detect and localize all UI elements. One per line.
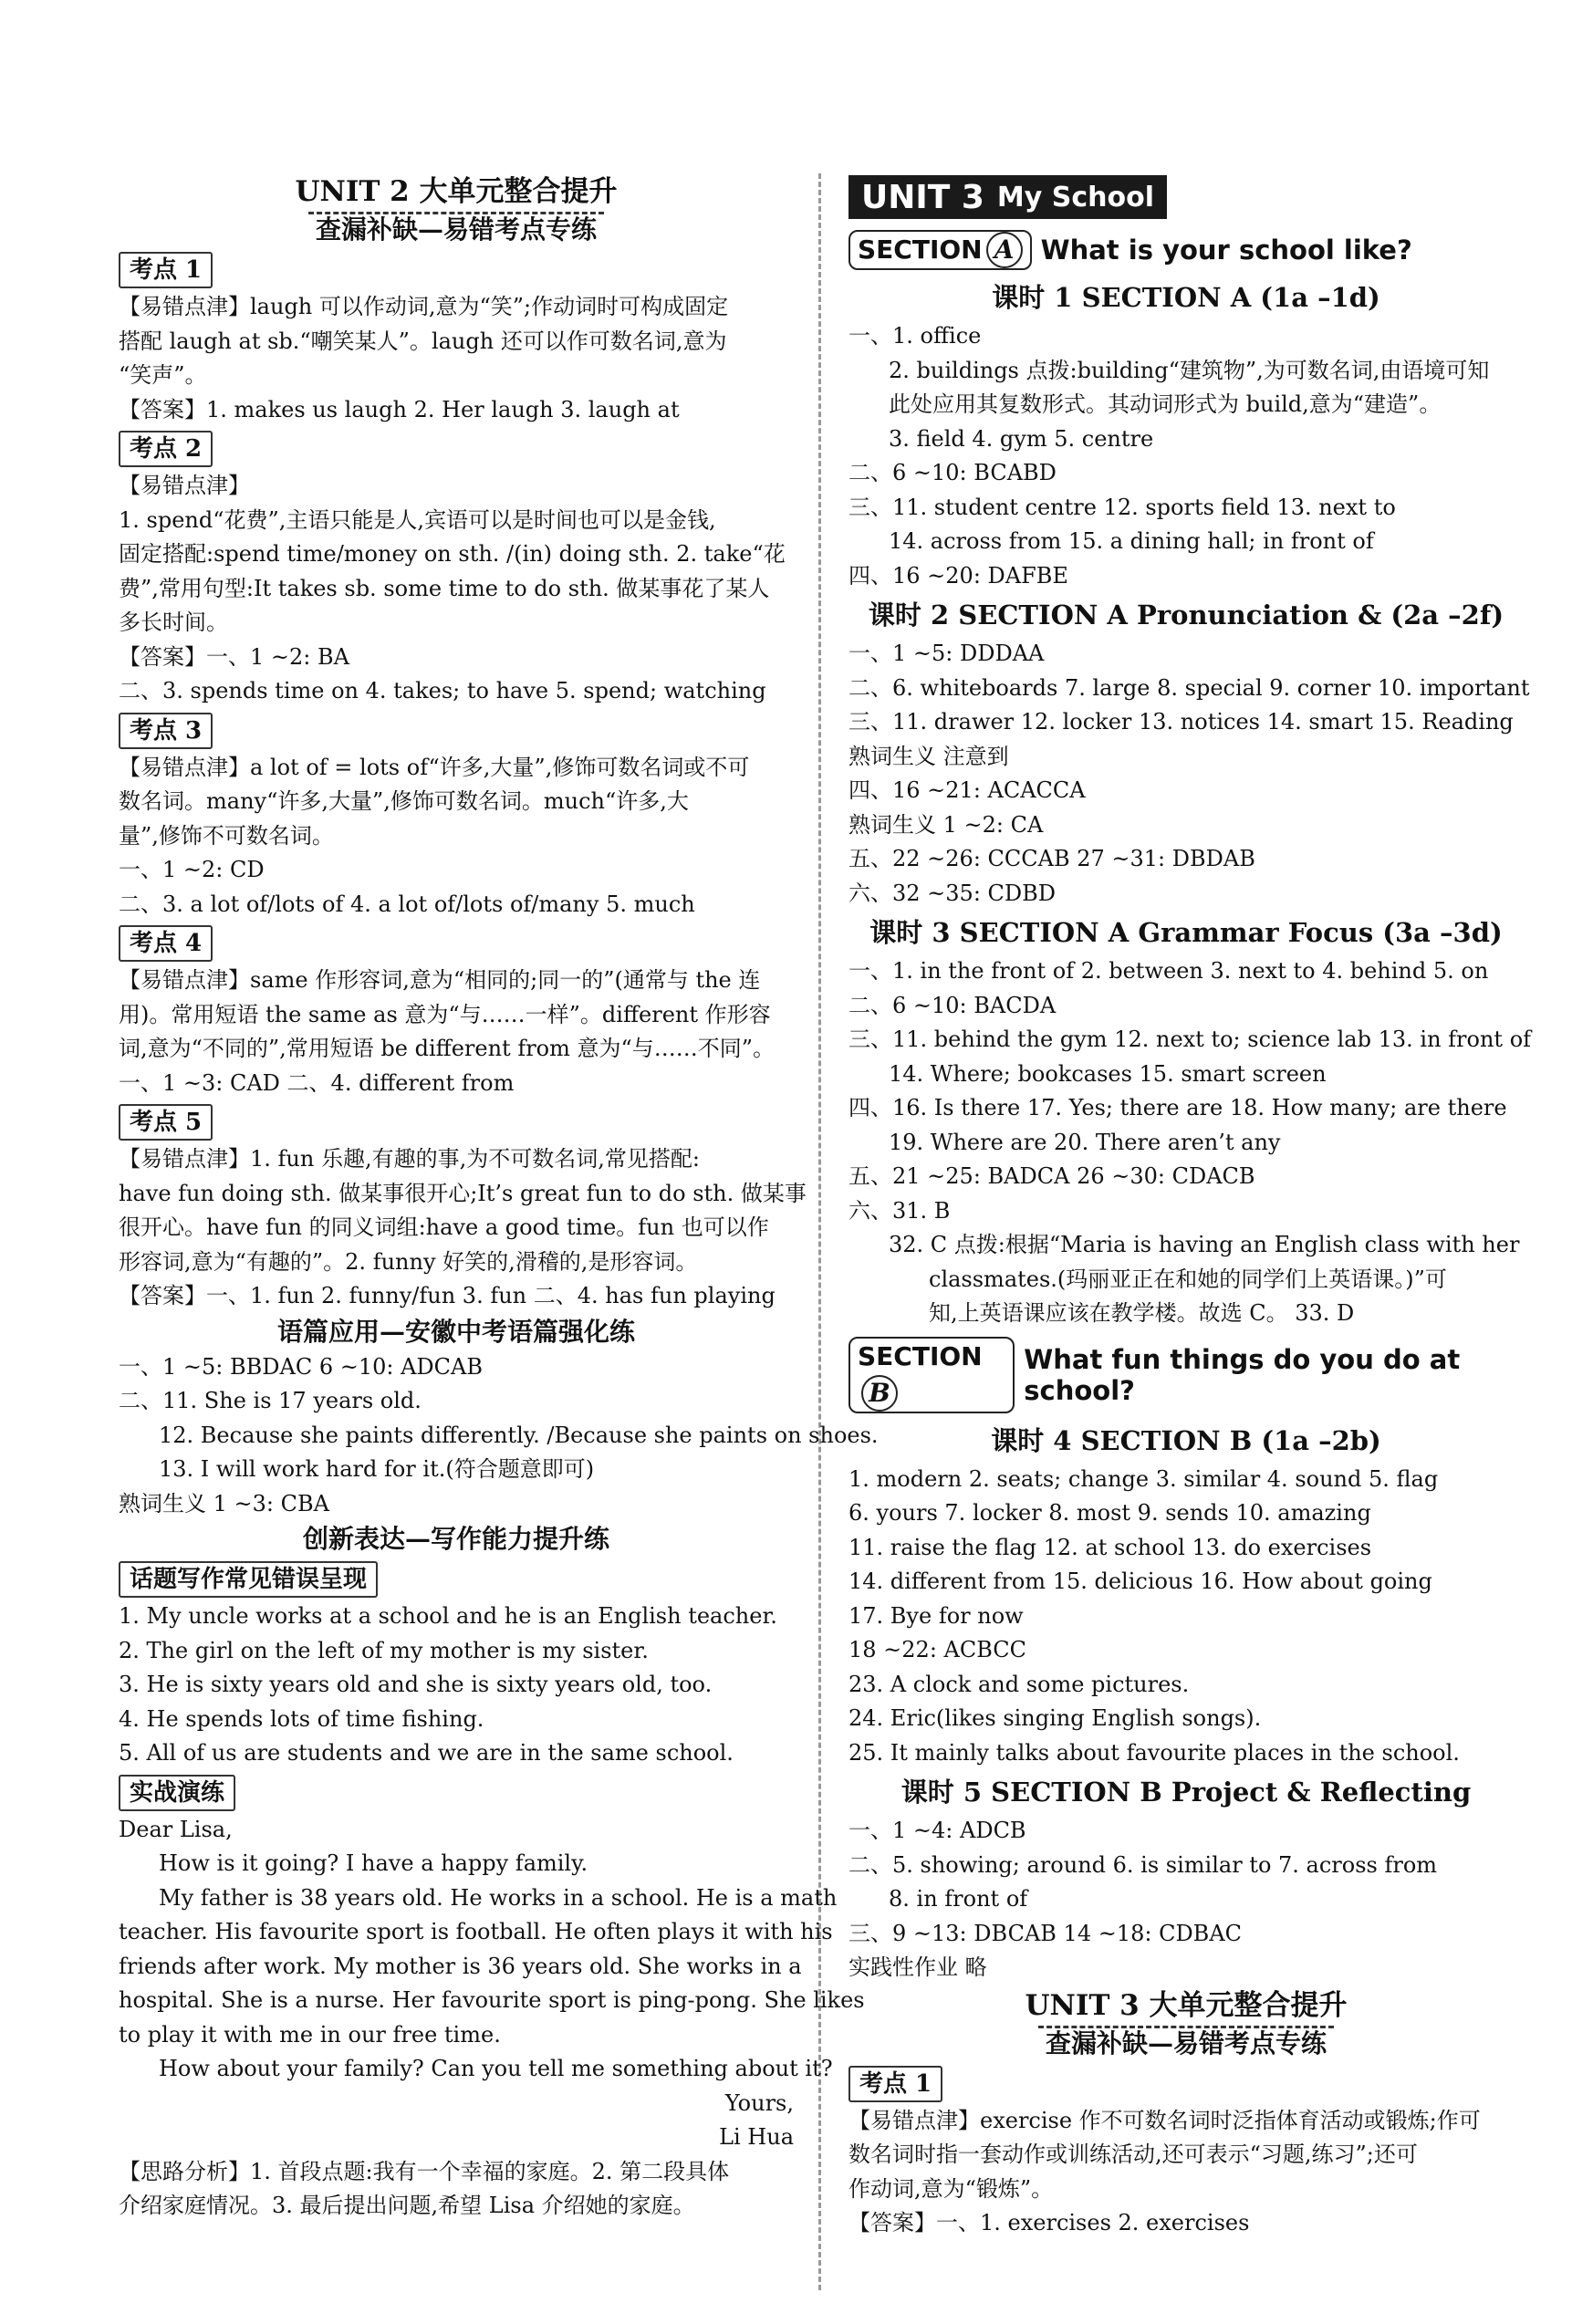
error-sentence: 4. He spends lots of time fishing.	[119, 1705, 484, 1732]
keshi-title: 课时 1 SECTION A (1a –1d)	[992, 282, 1380, 313]
analysis-line: 【思路分析】1. 首段点题:我有一个幸福的家庭。2. 第二段具体	[119, 2158, 730, 2184]
answer-line: 二、3. spends time on 4. takes; to have 5. spend; watching	[119, 678, 766, 703]
text-line: 形容词,意为“有趣的”。2. funny 好笑的,滑稽的,是形容词。	[119, 1248, 698, 1275]
letter-line: friends after work. My mother is 36 years old. She works in a	[119, 1953, 802, 1979]
section-b-header	[848, 1337, 1524, 1413]
answer-line: 四、16 ~20: DAFBE	[848, 562, 1068, 589]
answer-line: 一、1 ~5: BBDAC 6 ~10: ADCAB	[119, 1353, 483, 1380]
answer-line: 六、31. B	[848, 1197, 951, 1224]
answer-line: 一、1 ~5: DDDAA	[848, 641, 1045, 666]
answer-line: 五、21 ~25: BADCA 26 ~30: CDACB	[848, 1163, 1255, 1189]
text-line: 词,意为“不同的”,常用短语 be different from 意为“与……不同”。	[119, 1036, 776, 1061]
text-line: 【易错点津】	[119, 473, 250, 498]
answer-line: 6. yours 7. locker 8. most 9. sends 10. amazing	[848, 1500, 1371, 1526]
kaodian-3	[119, 709, 794, 922]
letter-closing: Yours,	[724, 2090, 794, 2116]
section-b-box: SECTIONB	[848, 1337, 1015, 1413]
keshi-5	[848, 1770, 1524, 1985]
keshi-title: 课时 5 SECTION B Project & Reflecting	[901, 1777, 1472, 1808]
right-column	[848, 172, 1532, 2241]
text-line: 用)。常用短语 the same as 意为“与……一样”。different 作形容	[119, 1001, 771, 1027]
error-sentence: 5. All of us are students and we are in the same school.	[119, 1740, 734, 1766]
kaodian-4	[119, 922, 794, 1100]
writing-title: 创新表达—写作能力提升练	[302, 1524, 609, 1554]
answer-line: 24. Eric(likes singing English songs).	[848, 1705, 1262, 1731]
answer-line: 三、11. behind the gym 12. next to; science lab 13. in front of	[848, 1027, 1532, 1052]
unit3-banner	[848, 175, 1167, 219]
unit3-int-header: UNIT 3 大单元整合提升	[1025, 1988, 1348, 2022]
reading-title: 语篇应用—安徽中考语篇强化练	[276, 1316, 635, 1347]
unit3-integration	[848, 1985, 1524, 2241]
answer-line: 此处应用其复数形式。其动词形式为 build,意为“建造”。	[889, 391, 1442, 417]
answer-line: 13. I will work hard for it.(符合题意即可)	[159, 1456, 595, 1482]
kaodian-5	[119, 1100, 807, 1314]
keshi-2	[848, 593, 1530, 911]
answer-line: 1. modern 2. seats; change 3. similar 4. sound 5. flag	[848, 1465, 1439, 1492]
text-line: 【易错点津】1. fun 乐趣,有趣的事,为不可数名词,常见搭配:	[119, 1146, 700, 1172]
answer-line: 一、1 ~4: ADCB	[848, 1818, 1026, 1843]
answer-line: 2. buildings 点拨:building“建筑物”,为可数名词,由语境可知	[889, 357, 1490, 383]
answer-line: 14. different from 15. delicious 16. How about going	[848, 1568, 1432, 1594]
letter-line: How is it going? I have a happy family.	[159, 1850, 588, 1876]
answer-line: 18 ~22: ACBCC	[848, 1637, 1027, 1662]
kaodian-tag: 考点 4	[119, 925, 213, 962]
text-line: 数名词时指一套动作或训练活动,还可表示“习题,练习”;还可	[848, 2142, 1418, 2167]
text-line: 【易错点津】a lot of = lots of“许多,大量”,修饰可数名词或不可	[119, 754, 750, 780]
answer-line: 四、16 ~21: ACACCA	[848, 777, 1086, 803]
unit2-subheader: 查漏补缺—易错考点专练	[119, 212, 794, 248]
text-line: 费”,常用句型:It takes sb. some time to do sth. 做某事花了某人	[119, 575, 770, 601]
answer-line: 熟词生义 注意到	[848, 743, 1009, 769]
kaodian-tag: 考点 1	[119, 252, 213, 288]
answer-line: 三、9 ~13: DBCAB 14 ~18: CDBAC	[848, 1920, 1243, 1946]
answer-line: 二、6. whiteboards 7. large 8. special 9. corner 10. important	[848, 674, 1530, 701]
answer-line: 12. Because she paints differently. /Because she paints on shoes.	[159, 1422, 879, 1448]
unit3-int-subheader: 查漏补缺—易错考点专练	[848, 2026, 1524, 2062]
left-column	[119, 172, 879, 2224]
answer-line: 二、5. showing; around 6. is similar to 7. across from	[848, 1851, 1438, 1878]
error-sentence: 2. The girl on the left of my mother is my sister.	[119, 1637, 649, 1663]
answer-line: 五、22 ~26: CCCAB 27 ~31: DBDAB	[848, 846, 1255, 871]
answer-line: 25. It mainly talks about favourite places in the school.	[848, 1739, 1460, 1766]
error-sentence: 3. He is sixty years old and she is sixty years old, too.	[119, 1672, 713, 1697]
unit3-title: My School	[996, 181, 1155, 214]
letter-signature: Li Hua	[719, 2124, 794, 2150]
section-b-letter: B	[861, 1375, 898, 1412]
section-a-letter: A	[986, 232, 1023, 268]
letter-line: My father is 38 years old. He works in a school. He is a math	[159, 1884, 838, 1911]
answer-line: 3. field 4. gym 5. centre	[889, 425, 1154, 452]
answer-line: 三、11. drawer 12. locker 13. notices 14. smart 15. Reading	[848, 709, 1514, 735]
kaodian-1	[119, 248, 794, 427]
unit3-label: UNIT 3	[861, 178, 984, 216]
writing-tag: 话题写作常见错误呈现	[119, 1561, 378, 1598]
answer-line: 二、11. She is 17 years old.	[119, 1388, 422, 1413]
answer-line: 知,上英语课应该在教学楼。故选 C。 33. D	[929, 1300, 1355, 1326]
answer-line: 四、16. Is there 17. Yes; there are 18. How many; are there	[848, 1095, 1507, 1120]
letter-line: hospital. She is a nurse. Her favourite sport is ping-pong. She likes	[119, 1987, 865, 2013]
answer-line: 14. across from 15. a dining hall; in front of	[889, 528, 1374, 554]
answer-line: 二、6 ~10: BCABD	[848, 460, 1057, 485]
answer-line: 一、1 ~3: CAD 二、4. different from	[119, 1069, 515, 1096]
answer-line: 六、32 ~35: CDBD	[848, 880, 1057, 906]
answer-line: 熟词生义 1 ~2: CA	[848, 811, 1044, 838]
text-line: 【易错点津】laugh 可以作动词,意为“笑”;作动词时可构成固定	[119, 294, 729, 319]
kaodian-tag: 考点 3	[119, 713, 213, 749]
writing-section	[119, 1521, 865, 2224]
answer-line: 【答案】一、1. exercises 2. exercises	[848, 2210, 1250, 2235]
text-line: 很开心。have fun 的同义词组:have a good time。fun 也可以作	[119, 1214, 769, 1240]
answer-line: 11. raise the flag 12. at school 13. do exercises	[848, 1534, 1372, 1560]
practice-tag: 实战演练	[119, 1775, 235, 1811]
answer-line: classmates.(玛丽亚正在和她的同学们上英语课。)”可	[929, 1266, 1447, 1292]
answer-line: 三、11. student centre 12. sports field 13. next to	[848, 494, 1396, 520]
reading-section	[119, 1314, 879, 1522]
section-a-header	[848, 230, 1524, 270]
answer-line: 二、6 ~10: BACDA	[848, 992, 1057, 1018]
answer-line: 一、1. office	[848, 323, 982, 349]
answer-line: 32. C 点拨:根据“Maria is having an English class with her	[889, 1232, 1520, 1257]
column-divider	[818, 173, 821, 2290]
error-sentence: 1. My uncle works at a school and he is an English teacher.	[119, 1603, 777, 1629]
kaodian-tag: 考点 2	[119, 431, 213, 467]
analysis-line: 介绍家庭情况。3. 最后提出问题,希望 Lisa 介绍她的家庭。	[119, 2193, 695, 2218]
text-line: 量”,修饰不可数名词。	[119, 822, 334, 849]
text-line: 搭配 laugh at sb.“嘲笑某人”。laugh 还可以作可数名词,意为	[119, 328, 727, 354]
kaodian-2	[119, 427, 794, 709]
answer-line: 一、1. in the front of 2. between 3. next to 4. behind 5. on	[848, 958, 1489, 984]
text-line: have fun doing sth. 做某事很开心;It’s great fun to do sth. 做某事	[119, 1180, 807, 1206]
text-line: 固定搭配:spend time/money on sth. /(in) doing sth. 2. take“花	[119, 541, 786, 567]
text-line: 作动词,意为“锻炼”。	[848, 2175, 1054, 2202]
answer-line: 8. in front of	[889, 1886, 1028, 1912]
keshi-title: 课时 4 SECTION B (1a –2b)	[991, 1424, 1381, 1456]
letter-line: to play it with me in our free time.	[119, 2021, 501, 2048]
letter-line: How about your family? Can you tell me something about it?	[159, 2056, 833, 2081]
unit2-header: UNIT 2 大单元整合提升	[295, 175, 618, 208]
answer-line: 【答案】一、1 ~2: BA	[119, 643, 349, 670]
answer-line: 23. A clock and some pictures.	[848, 1671, 1190, 1697]
answer-line: 熟词生义 1 ~3: CBA	[119, 1490, 329, 1516]
text-line: 【易错点津】exercise 作不可数名词时泛指体育活动或锻炼;作可	[848, 2107, 1481, 2133]
section-a-question: What is your school like?	[1040, 234, 1412, 266]
keshi-title: 课时 2 SECTION A Pronunciation & (2a –2f)	[868, 599, 1504, 631]
answer-line: 实践性作业 略	[848, 1954, 987, 1980]
text-line: 1. spend“花费”,主语只能是人,宾语可以是时间也可以是金钱,	[119, 506, 716, 533]
section-a-box: SECTION A	[848, 230, 1032, 270]
answer-line: 14. Where; bookcases 15. smart screen	[889, 1060, 1327, 1087]
answer-line: 19. Where are 20. There aren’t any	[889, 1129, 1281, 1155]
section-b-question: What fun things do you do at school?	[1024, 1343, 1461, 1406]
letter-line: teacher. His favourite sport is football. He often plays it with his	[119, 1919, 833, 1944]
answer-line: 二、3. a lot of/lots of 4. a lot of/lots of/many 5. much	[119, 891, 695, 917]
text-line: 数名词。many“许多,大量”,修饰可数名词。much“许多,大	[119, 788, 689, 814]
answer-line: 一、1 ~2: CD	[119, 857, 265, 882]
answer-line: 17. Bye for now	[848, 1602, 1024, 1629]
kaodian-tag: 考点 1	[848, 2066, 942, 2102]
text-line: 【易错点津】same 作形容词,意为“相同的;同一的”(通常与 the 连	[119, 967, 761, 993]
keshi-title: 课时 3 SECTION A Grammar Focus (3a –3d)	[869, 917, 1503, 948]
keshi-4	[848, 1419, 1524, 1771]
text-line: 多长时间。	[119, 610, 228, 635]
answer-line: 【答案】一、1. fun 2. funny/fun 3. fun 二、4. has fun playing	[119, 1283, 776, 1308]
keshi-3	[848, 911, 1532, 1331]
letter-greeting: Dear Lisa,	[119, 1816, 233, 1842]
kaodian-tag: 考点 5	[119, 1104, 213, 1141]
answer-line: 【答案】1. makes us laugh 2. Her laugh 3. laugh at	[119, 396, 680, 422]
text-line: “笑声”。	[119, 362, 207, 388]
keshi-1	[848, 276, 1524, 593]
